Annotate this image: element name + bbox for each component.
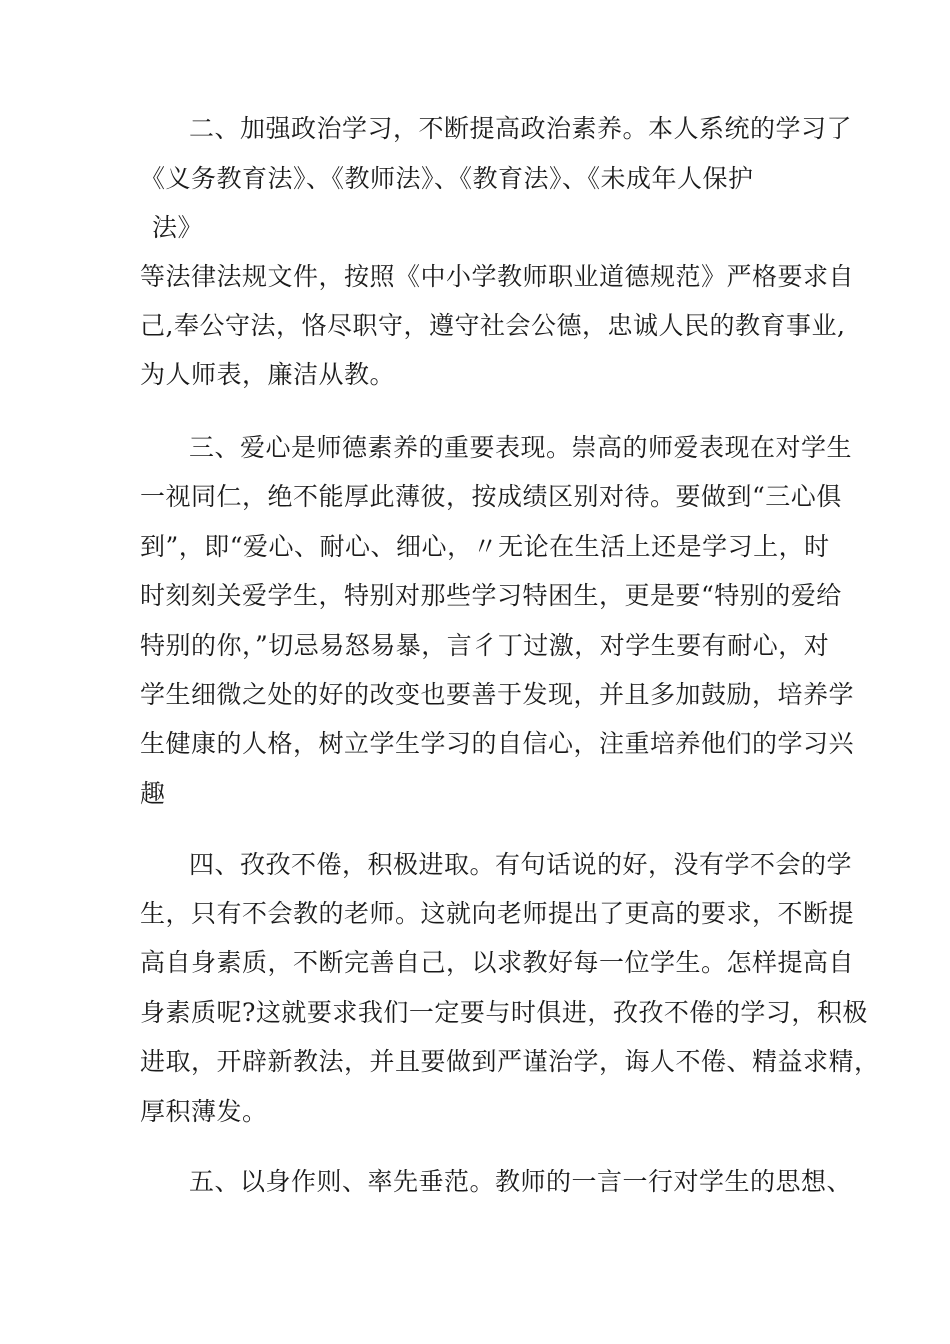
paragraph-line: 趣: [140, 779, 166, 808]
paragraph-line: 四、孜孜不倦，积极进取。有句话说的好，没有学不会的学: [189, 850, 853, 879]
paragraph-line: 生健康的人格，树立学生学习的自信心，注重培养他们的学习兴: [140, 729, 855, 758]
paragraph-line: 进取，开辟新教法，并且要做到严谨治学，诲人不倦、精益求精，: [140, 1047, 880, 1076]
paragraph-line: 己,奉公守法，恪尽职守，遵守社会公德，忠诚人民的教育事业,: [140, 311, 846, 340]
paragraph-line: 身素质呢?这就要求我们一定要与时俱进，孜孜不倦的学习，积极: [140, 998, 868, 1027]
paragraph-line: 《义务教育法》、《教师法》、《教育法》、《未成年人保护: [140, 164, 754, 193]
paragraph-line: 到”，即“爱心、耐心、细心，〃无论在生活上还是学习上，时: [140, 532, 830, 561]
paragraph-line: 生，只有不会教的老师。这就向老师提出了更高的要求，不断提: [140, 899, 855, 928]
paragraph-line: 等法律法规文件，按照《中小学教师职业道德规范》严格要求自: [140, 262, 855, 291]
paragraph-line: 高自身素质，不断完善自己，以求教好每一位学生。怎样提高自: [140, 948, 855, 977]
paragraph-line: 三、爱心是师德素养的重要表现。崇高的师爱表现在对学生: [189, 433, 853, 462]
paragraph-line: 特别的你，”切忌易怒易暴，言彳丁过激，对学生要有耐心，对: [140, 631, 830, 660]
paragraph-line: 时刻刻关爱学生，特别对那些学习特困生，更是要“特别的爱给: [140, 581, 842, 610]
paragraph-line: 二、加强政治学习，不断提高政治素养。本人系统的学习了: [189, 114, 853, 143]
paragraph-line: 为人师表，廉洁从教。: [140, 360, 396, 389]
paragraph-line: 法》: [152, 213, 204, 242]
paragraph-line: 一视同仁，绝不能厚此薄彼，按成绩区别对待。要做到“三心俱: [140, 482, 842, 511]
paragraph-line: 学生细微之处的好的改变也要善于发现，并且多加鼓励，培养学: [140, 680, 855, 709]
paragraph-line: 厚积薄发。: [140, 1097, 268, 1126]
paragraph-line: 五、以身作则、率先垂范。教师的一言一行对学生的思想、: [189, 1167, 853, 1196]
